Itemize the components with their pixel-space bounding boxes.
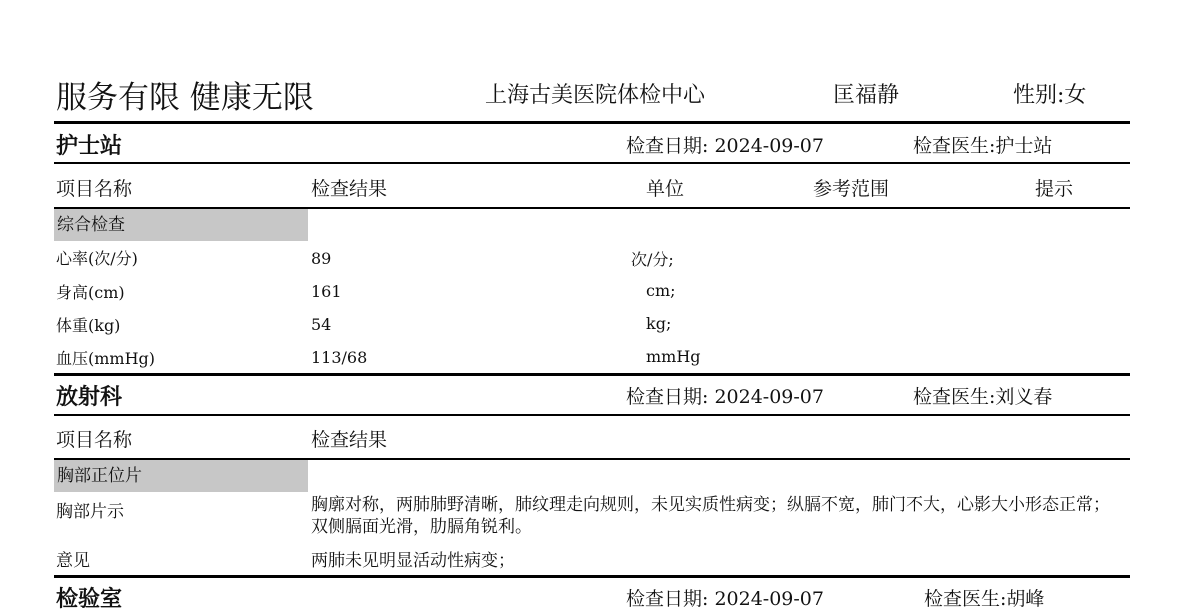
section-title-nurse: 护士站 [56, 133, 123, 159]
patient-name: 匡福静 [833, 83, 900, 108]
table-row-unit: 次/分; [631, 250, 674, 269]
table-row-name: 意见 [56, 551, 90, 571]
section-title-radiology: 放射科 [56, 384, 123, 410]
col-header-range: 参考范围 [813, 178, 890, 200]
section-doctor: 检查医生:胡峰 [924, 588, 1045, 610]
table-row-result: 胸廓对称，两肺肺野清晰，肺纹理走向规则，未见实质性病变；纵膈不宽，肺门不大，心影大小形态正常；双侧膈面光滑，肋膈角锐利。 [311, 495, 1110, 537]
section-date: 检查日期: 2024-09-07 [626, 386, 824, 408]
col-header-result: 检查结果 [311, 429, 388, 451]
category-label: 综合检查 [54, 209, 308, 241]
section-divider [54, 121, 1130, 124]
section-doctor: 检查医生:刘义春 [913, 386, 1053, 408]
hospital-name: 上海古美医院体检中心 [485, 83, 706, 108]
table-row-name: 身高(cm) [56, 283, 125, 302]
table-row-name: 胸部片示 [56, 502, 124, 522]
table-row-unit: cm; [646, 281, 676, 300]
col-header-result: 检查结果 [311, 178, 388, 200]
section-divider [54, 575, 1130, 578]
patient-gender: 性别:女 [1013, 83, 1087, 108]
table-row-result: 两肺未见明显活动性病变； [311, 551, 515, 571]
table-row-unit: mmHg [646, 347, 701, 366]
table-row-result: 161 [311, 282, 342, 301]
table-row-result: 113/68 [311, 348, 368, 367]
table-row-unit: kg; [646, 314, 672, 333]
table-row-result: 54 [311, 315, 332, 334]
header-rule [54, 162, 1130, 164]
section-doctor: 检查医生:护士站 [913, 135, 1053, 157]
section-divider [54, 373, 1130, 376]
header-rule [54, 414, 1130, 416]
table-row-name: 心率(次/分) [56, 249, 138, 268]
section-date: 检查日期: 2024-09-07 [626, 135, 824, 157]
table-row-result: 89 [311, 249, 332, 268]
section-title-lab: 检验室 [56, 586, 123, 612]
table-row-name: 体重(kg) [56, 316, 121, 335]
col-header-hint: 提示 [1035, 178, 1074, 200]
col-header-name: 项目名称 [56, 429, 133, 451]
col-header-name: 项目名称 [56, 178, 133, 200]
category-label: 胸部正位片 [54, 460, 308, 492]
table-row-name: 血压(mmHg) [56, 349, 156, 368]
slogan: 服务有限 健康无限 [56, 80, 314, 116]
col-header-unit: 单位 [646, 178, 685, 200]
section-date: 检查日期: 2024-09-07 [626, 588, 824, 610]
